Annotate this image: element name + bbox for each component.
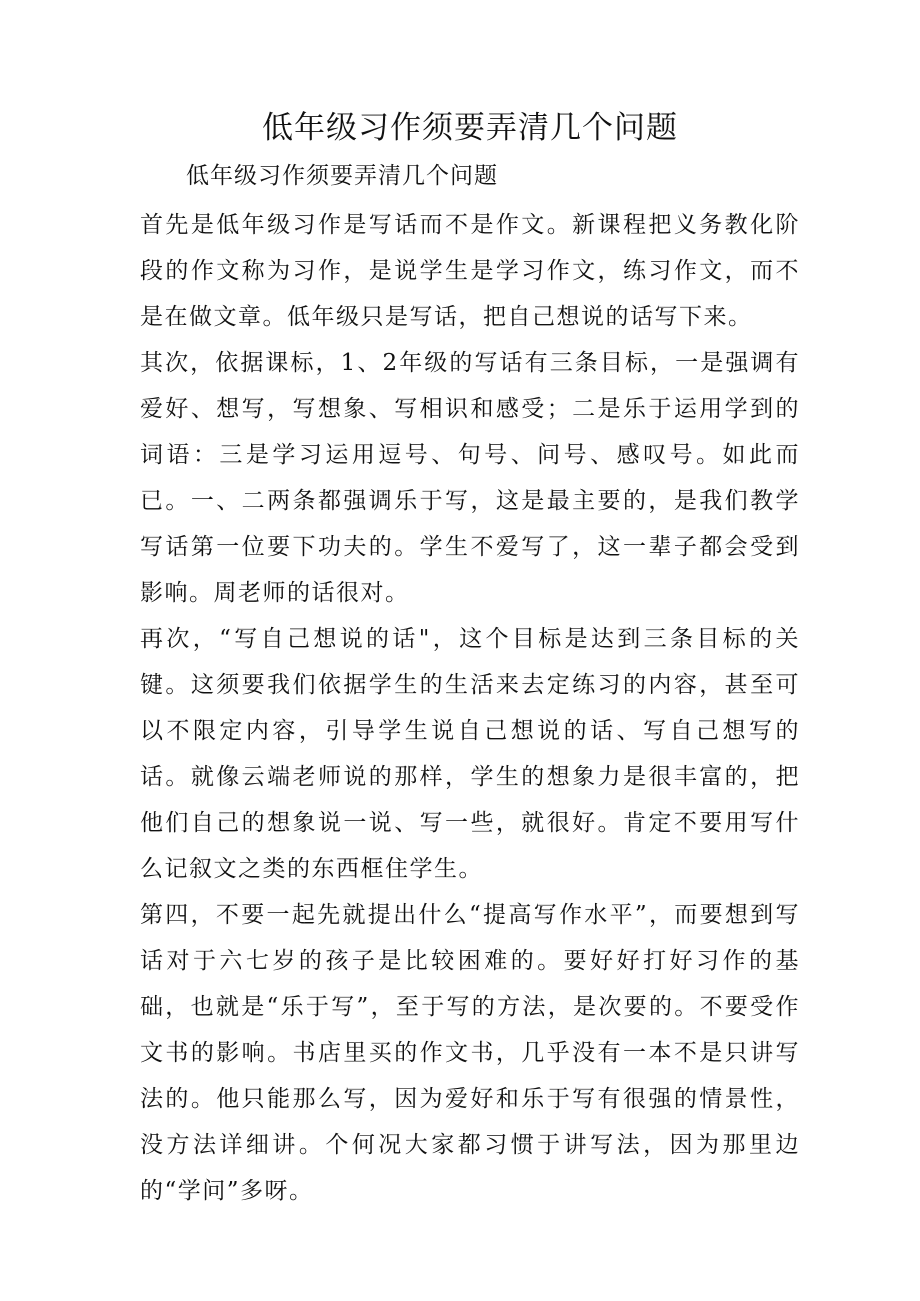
document-title: 低年级习作须要弄清几个问题: [262, 110, 678, 146]
paragraph-2: 其次，依据课标，1、2年级的写话有三条目标，一是强调有爱好、想写，写想象、写相识和感受；二是乐于运用学到的词语：三是学习运用逗号、句号、问号、感叹号。如此而已。一、二两条都强调乐于写，这是最主要的，是我们教学写话第一位要下功夫的。学生不爱写了，这一辈子都会受到影响。周老师的话很对。: [140, 350, 800, 606]
paragraph-4: 第四，不要一起先就提出什么“提高写作水平”，而要想到写话对于六七岁的孩子是比较困难的。要好好打好习作的基础，也就是“乐于写”，至于写的方法，是次要的。不要受作文书的影响。书店里买的作文书，几乎没有一本不是只讲写法的。他只能那么写，因为爱好和乐于写有很强的情景性，没方法详细讲。个何况大家都习惯于讲写法，因为那里边的“学问”多呀。: [140, 902, 800, 1204]
paragraph-1: 首先是低年级习作是写话而不是作文。新课程把义务教化阶段的作文称为习作，是说学生是学习作文，练习作文，而不是在做文章。低年级只是写话，把自己想说的话写下来。: [140, 212, 800, 330]
paragraph-3: 再次，“写自己想说的话"，这个目标是达到三条目标的关键。这须要我们依据学生的生活来去定练习的内容，甚至可以不限定内容，引导学生说自己想说的话、写自己想写的话。就像云端老师说的那样，学生的想象力是很丰富的，把他们自己的想象说一说、写一些，就很好。肯定不要用写什么记叙文之类的东西框住学生。: [140, 626, 800, 882]
document-subtitle: 低年级习作须要弄清几个问题: [186, 163, 498, 189]
